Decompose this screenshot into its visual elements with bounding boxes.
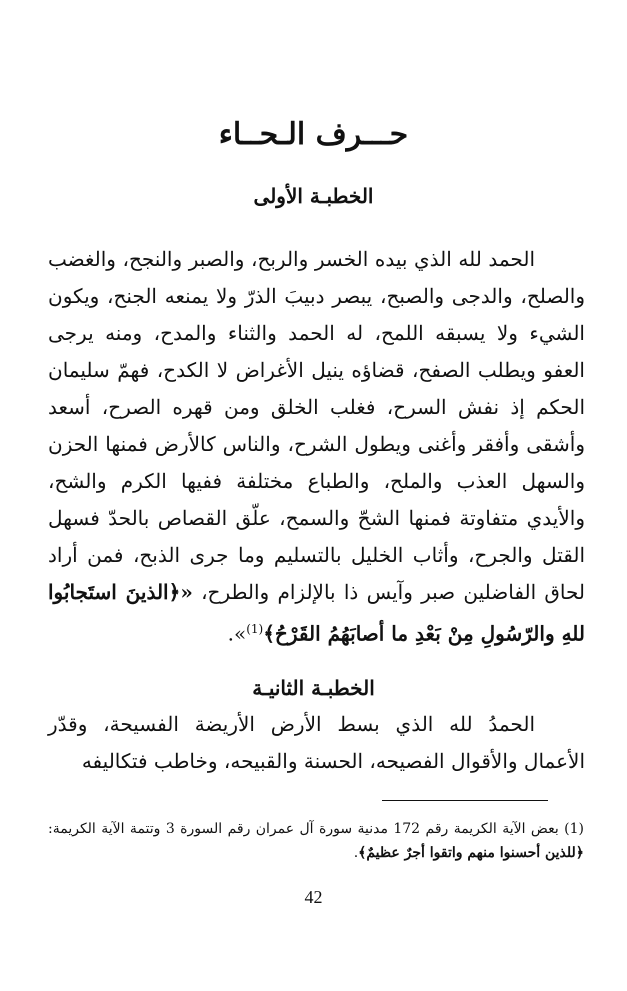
footnote-divider bbox=[382, 800, 548, 801]
footnote-marker: (1) bbox=[564, 821, 584, 837]
first-sermon-paragraph bbox=[48, 241, 585, 653]
footnote bbox=[48, 817, 584, 865]
quranic-verse: «﴿الذينَ استَجابُوا للهِ والرّسُولِ مِنْ بَعْدِ ما أصابَهُمُ القَرْحُ﴾ bbox=[48, 580, 585, 646]
section-title-second-sermon: الخطبـة الثانيـة bbox=[252, 676, 375, 700]
page-number: 42 bbox=[304, 887, 323, 907]
second-sermon-paragraph: الحمدُ لله الذي بسط الأرض الأريضة الفسيحة، وقدّر الأعمال والأقوال الفصيحه، الحسنة والقبيحه، وخاطب فتكاليفه bbox=[48, 712, 585, 773]
footnote-text: بعض الآية الكريمة رقم 172 مدنية سورة آل عمران رقم السورة 3 وتتمة الآية الكريمة: bbox=[48, 821, 559, 837]
footnote-reference[interactable]: (1) bbox=[246, 622, 264, 636]
footnote-end: . bbox=[353, 845, 359, 861]
first-sermon-text: الحمد لله الذي بيده الخسر والربح، والصبر والنجح، والغضب والصلح، والدجى والصبح، يبصر دبيبَ الذرّ ولا يمنعه الجنح، ويكون الشيء ولا يسبقه اللمح، له الحمد والثناء والمدح، ومنه يرجى العفو ويطلب الصفح، قضاؤه ينيل الأغراض لا الكدح، فهمّ سليمان الحكم إذ نفش السرح، فغلب الخلق ومن قهره الصرح، أسعد وأشقى وأفقر وأغنى ويطول الشرح، والناس كالأرض فمنها الحزن والسهل العذب والملح، والطباع مختلفة ففيها الكرم والشح، والأيدي متفاوتة فمنها الشحّ والسمح، علّق القصاص بالحدّ فسهل القتل والجرح، وأثاب الخليل بالتسليم وما جرى الذبح، فمن أراد لحاق الفاضلين صبر وآيس ذا بالإلزام والطرح، bbox=[48, 247, 586, 604]
footnote-verse: ﴿للذين أحسنوا منهم واتقوا أجرٌ عظيمٌ﴾ bbox=[358, 845, 584, 861]
verse-closing-punctuation: ». bbox=[227, 621, 247, 646]
section-title-first-sermon: الخطبـة الأولى bbox=[253, 184, 374, 208]
chapter-title: حـــرف الـحــاء bbox=[218, 117, 409, 152]
